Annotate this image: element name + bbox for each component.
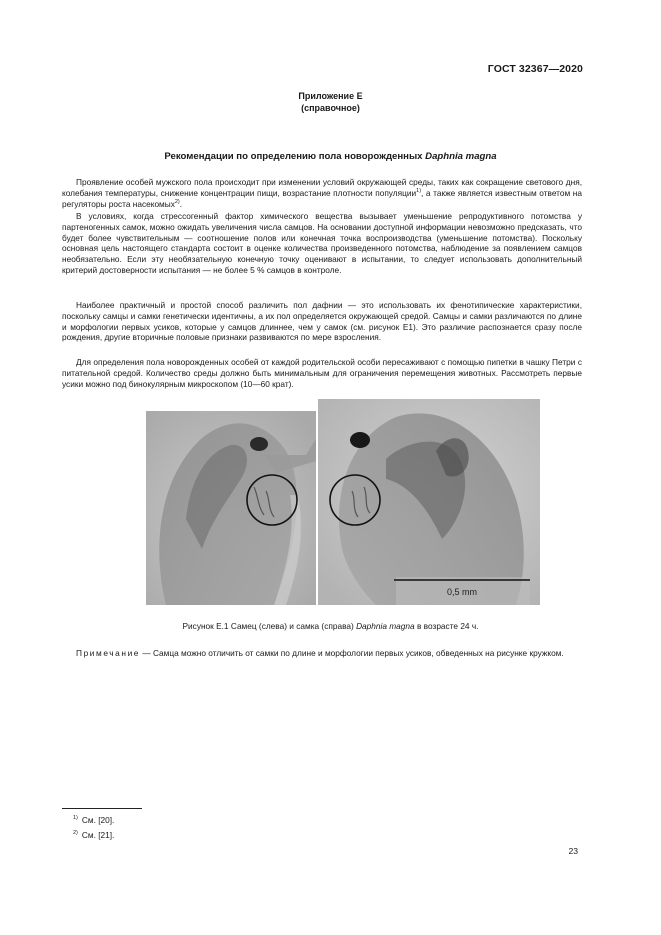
figure-caption-species: Daphnia magna [356, 621, 415, 631]
paragraph-1-text: Проявление особей мужского пола происходит при изменении условий окружающей среды, таких как сокращение светового дня, колебания температуры, снижение концентрации пищи, возрастание плотности популяции [62, 177, 582, 198]
scale-label: 0,5 mm [446, 587, 478, 597]
male-daphnia-photo [146, 411, 316, 605]
footnote-divider [62, 808, 142, 809]
appendix-heading [0, 90, 661, 114]
note-label: Примечание [76, 648, 141, 658]
page-number: 23 [568, 846, 578, 856]
appendix-type: (справочное) [301, 103, 360, 113]
paragraph-4 [62, 357, 582, 389]
paragraph-3 [62, 300, 582, 343]
footnote-2-mark: 2) [73, 830, 78, 837]
paragraph-1 [62, 177, 582, 209]
paragraph-4-text: Для определения пола новорожденных особей от каждой родительской особи пересаживают с помощью пипетки в чашку Петри с питательной средой. Количество среды должно быть минимальным для ограничения перемещения животных. Рассмотреть первые усики можно под бинокулярным микроскопом (10—60 крат). [62, 357, 582, 389]
footnote-2 [73, 830, 114, 840]
standard-code: ГОСТ 32367—2020 [487, 63, 583, 75]
section-title-text: Рекомендации по определению пола новорожденных [164, 151, 426, 162]
footnote-1-mark: 1) [73, 815, 78, 822]
paragraph-2-text: В условиях, когда стрессогенный фактор химического вещества вызывает уменьшение репродуктивного потомства у партеногенных самок, можно ожидать увеличения числа самцов. На основании доступной информации невозможно предсказать, что будет более чувствительным — соотношение полов или конечная точка воспроизводства (уменьшение потомства). Поскольку основная цель настоящего стандарта состоит в оценке количества произведенного потомства, наблюдение за появлением самцов необязательно. Если эту необязательную конечную точку оценивают в испытании, то следует использовать дополнительный критерий достоверности испытания — не более 5 % самцов в контроле. [62, 211, 582, 275]
footnote-1-text: См. [20]. [81, 815, 115, 825]
figure-caption-suffix: в возрасте 24 ч. [414, 621, 479, 631]
footnote-2-text: См. [21]. [81, 830, 115, 840]
note [62, 648, 582, 659]
paragraph-1-mid: , а также является известным ответом на регуляторы роста насекомых [62, 187, 582, 209]
footnote-ref-1[interactable]: 1) [416, 187, 422, 194]
footnote-1 [73, 815, 114, 825]
paragraph-3-text: Наиболее практичный и простой способ различить пол дафнии — это использовать их фенотипические характеристики, поскольку самцы и самки генетически идентичны, а их пол определяется окружающей средой. Самцы и самки различаются по длине и морфологии первых усиков, которые у самцов длиннее, чем у самок (см. рисунок Е1). Это различие распознается сразу после рождения, другие вторичные половые признаки развиваются по мере взросления. [62, 300, 582, 343]
female-daphnia-photo [318, 399, 540, 605]
note-text: — Самца можно отличить от самки по длине и морфологии первых усиков, обведенных на рисунке кружком. [140, 648, 564, 658]
section-title-species: Daphnia magna [425, 151, 497, 162]
paragraph-1-end: . [179, 198, 183, 209]
footnote-ref-2[interactable]: 2) [174, 198, 180, 205]
figure-caption-text: Рисунок Е.1 Самец (слева) и самка (справа) [182, 621, 357, 631]
daphnia-figure [146, 399, 540, 605]
appendix-title: Приложение Е [298, 91, 363, 101]
section-title [0, 151, 661, 162]
figure-caption [0, 621, 661, 631]
paragraph-2 [62, 211, 582, 276]
